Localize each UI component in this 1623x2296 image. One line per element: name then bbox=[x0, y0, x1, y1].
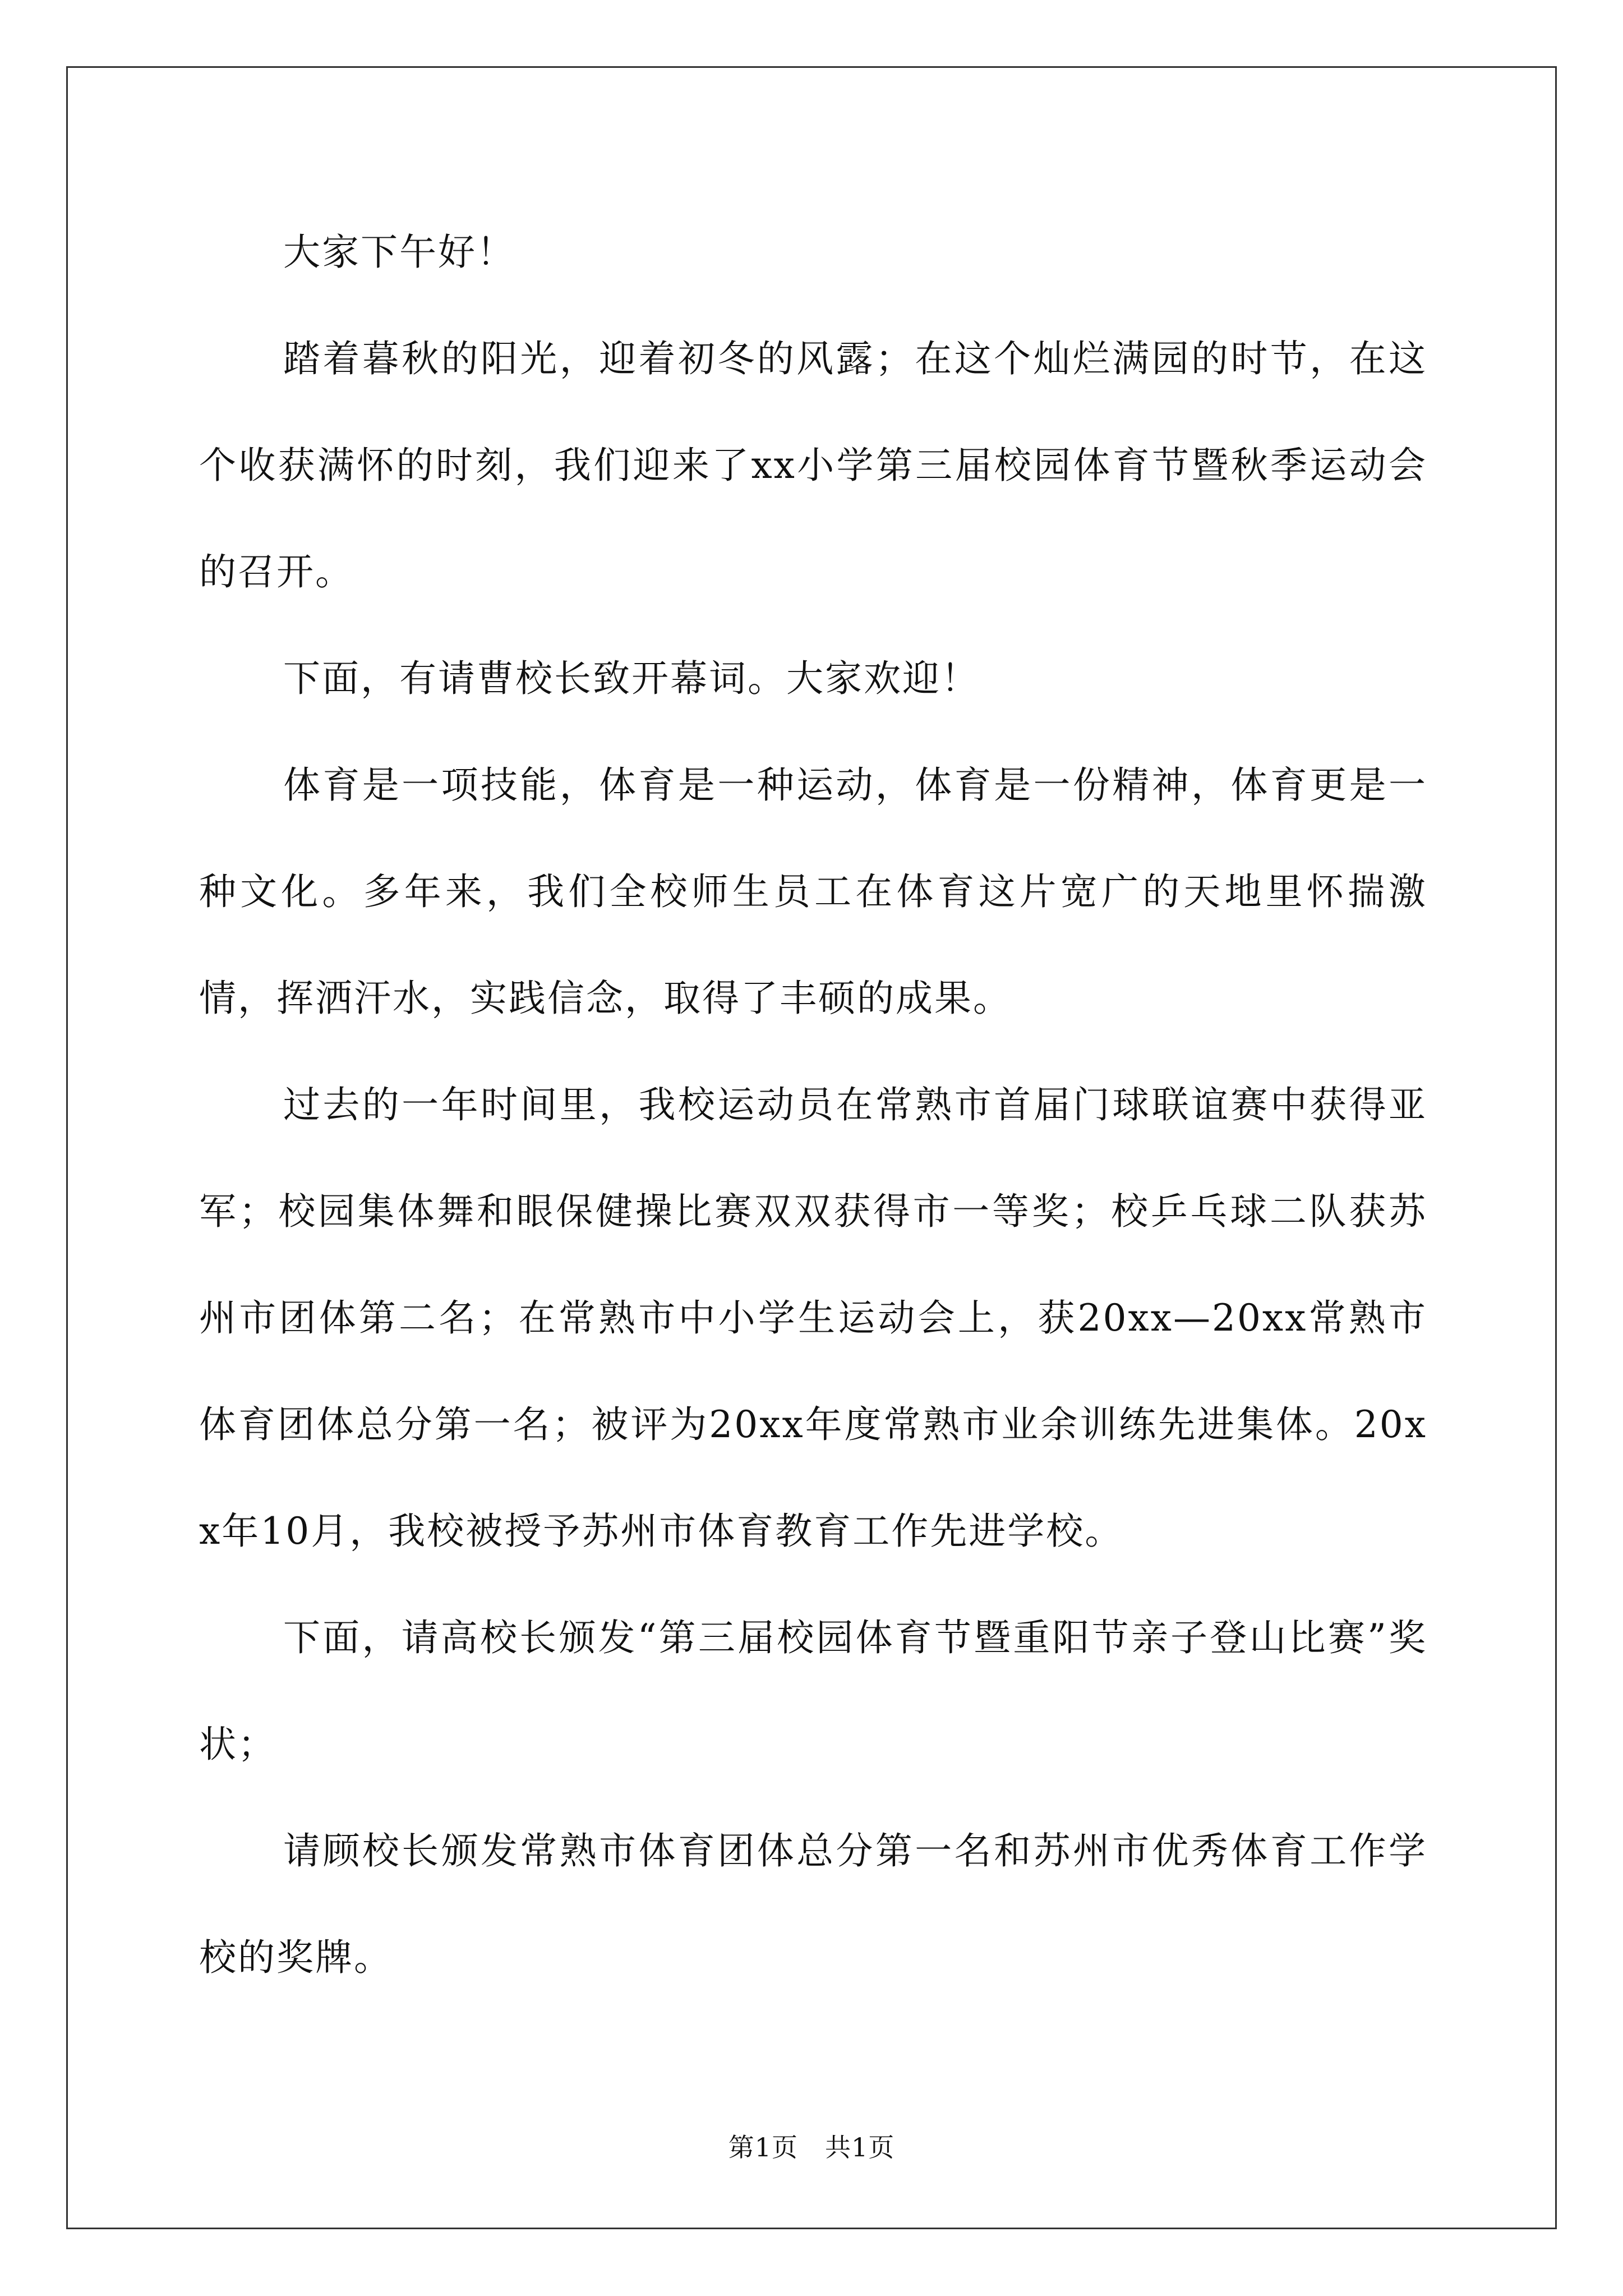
paragraph-opening: 踏着暮秋的阳光，迎着初冬的风露；在这个灿烂满园的时节，在这个收获满怀的时刻，我们迎来了xx小学第三届校园体育节暨秋季运动会的召开。 bbox=[199, 337, 1427, 593]
paragraph-invitation: 下面，有请曹校长致开幕词。大家欢迎！ bbox=[283, 657, 980, 700]
page-footer bbox=[0, 2127, 1623, 2164]
page-number: 第1页 bbox=[728, 2132, 798, 2162]
paragraph-achievements: 过去的一年时间里，我校运动员在常熟市首届门球联谊赛中获得亚军；校园集体舞和眼保健操比赛双双获得市一等奖；校乒乓球二队获苏州市团体第二名；在常熟市中小学生运动会上，获20xx—20xx常熟市体育团体总分第一名；被评为20xx年度常熟市业余训练先进集体。20xx年10月，我校被授予苏州市体育教育工作先进学校。 bbox=[199, 1083, 1427, 1553]
paragraph-award-certificate: 下面，请高校长颁发“第三届校园体育节暨重阳节亲子登山比赛”奖状； bbox=[199, 1616, 1427, 1766]
page-total: 共1页 bbox=[825, 2132, 895, 2162]
paragraph-greeting: 大家下午好！ bbox=[283, 231, 515, 274]
document-body bbox=[199, 199, 1427, 2011]
paragraph-sports-culture: 体育是一项技能，体育是一种运动，体育是一份精神，体育更是一种文化。多年来，我们全校师生员工在体育这片宽广的天地里怀揣激情，挥洒汗水，实践信念，取得了丰硕的成果。 bbox=[199, 763, 1427, 1020]
paragraph-award-plaque: 请顾校长颁发常熟市体育团体总分第一名和苏州市优秀体育工作学校的奖牌。 bbox=[199, 1829, 1427, 1979]
